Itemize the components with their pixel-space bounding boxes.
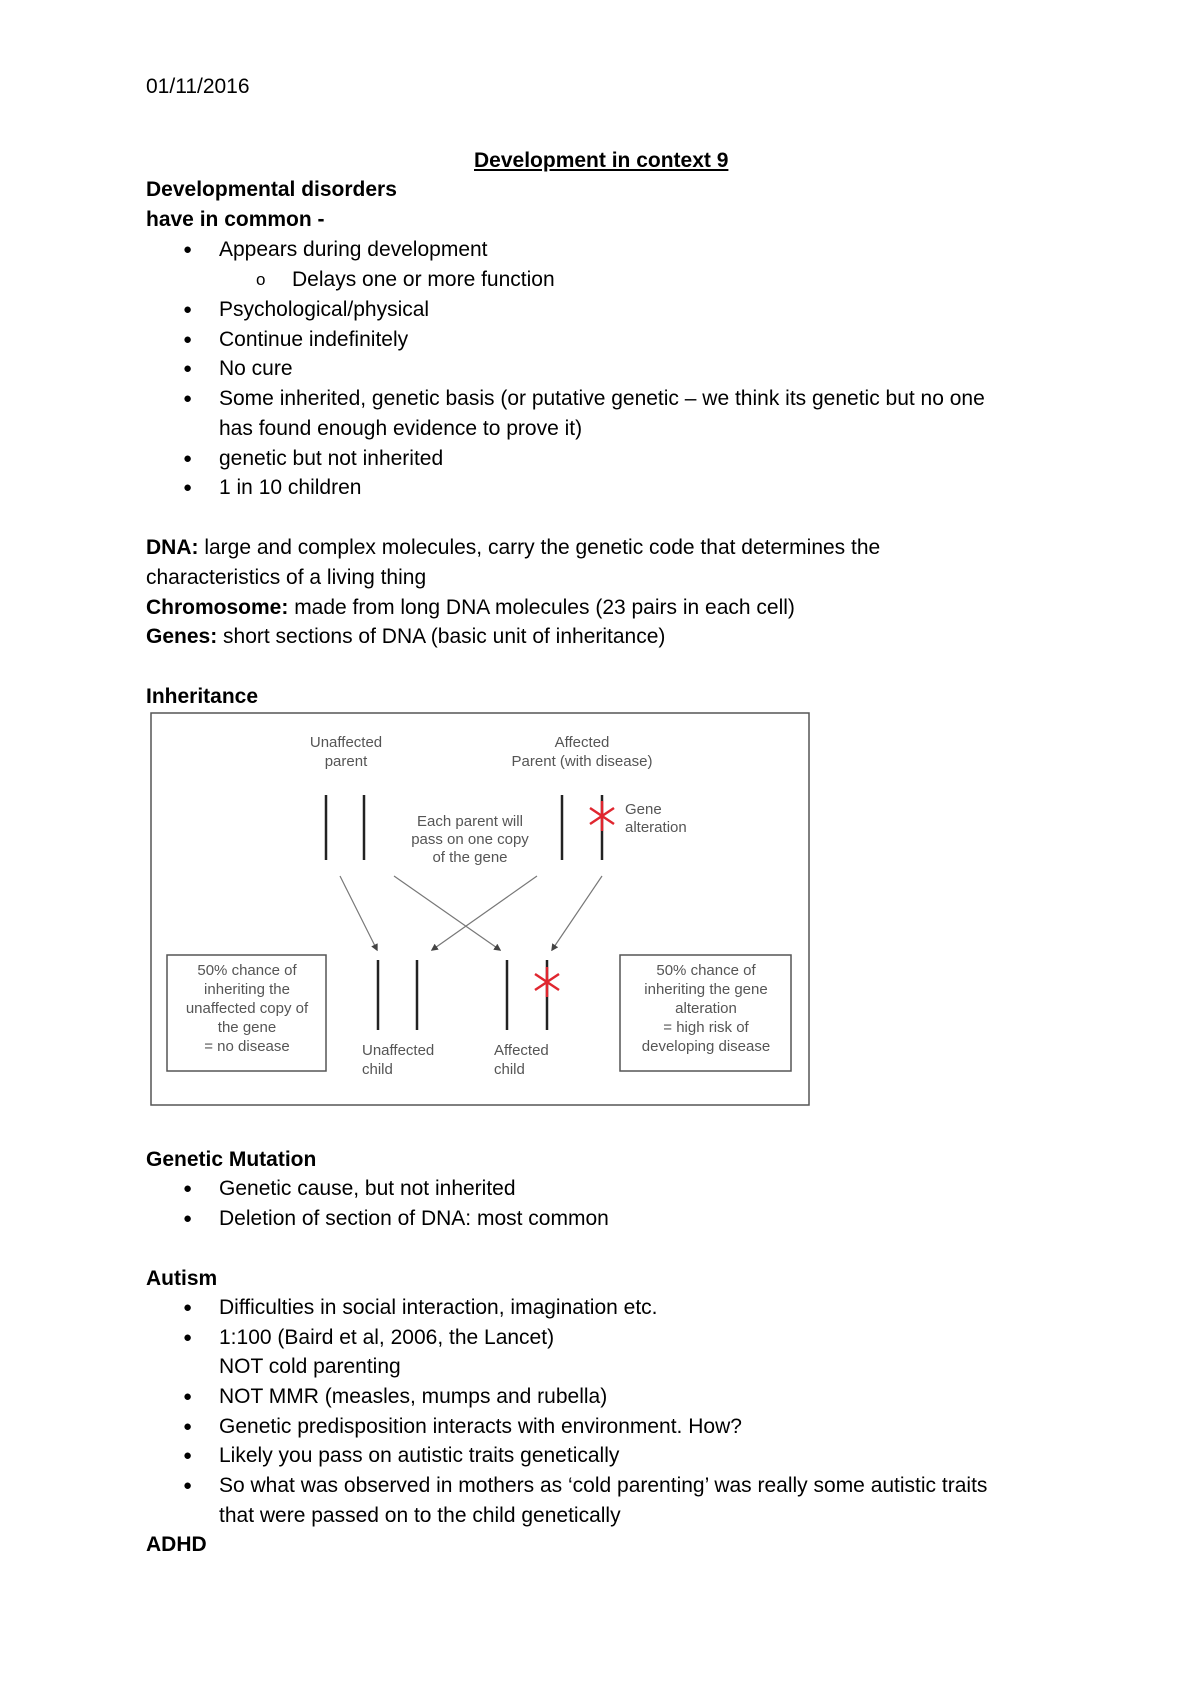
- list-item: So what was observed in mothers as ‘cold parenting’ was really some autistic traits: [219, 1474, 988, 1497]
- list-item: Delays one or more function: [292, 268, 555, 291]
- right-box-text: 50% chance of: [656, 962, 756, 979]
- list-item: Likely you pass on autistic traits genetically: [219, 1444, 620, 1467]
- each-parent-label: pass on one copy: [411, 831, 529, 848]
- list-item: Appears during development: [219, 238, 488, 261]
- bullet-icon: ●: [183, 1180, 193, 1197]
- adhd-heading: ADHD: [146, 1533, 207, 1556]
- autism-heading: Autism: [146, 1267, 218, 1290]
- chromosome-term: Chromosome:: [146, 596, 289, 619]
- mutation-heading: Genetic Mutation: [146, 1148, 317, 1171]
- dna-term: DNA:: [146, 536, 199, 559]
- bullet-icon: ●: [183, 1329, 193, 1346]
- right-box-text: inheriting the gene: [644, 981, 768, 998]
- bullet-icon: ●: [183, 241, 193, 258]
- bullet-icon: ●: [183, 1388, 193, 1405]
- page-title: Development in context 9: [474, 149, 729, 172]
- affected-child-label: child: [494, 1061, 525, 1078]
- developmental-heading: Developmental disorders: [146, 178, 397, 201]
- left-box-text: inheriting the: [204, 981, 290, 998]
- bullet-icon: ●: [183, 1477, 193, 1494]
- each-parent-label: of the gene: [432, 849, 508, 866]
- left-box-text: = no disease: [204, 1038, 290, 1055]
- bullet-icon: ●: [183, 1418, 193, 1435]
- bullet-icon: ●: [183, 360, 193, 377]
- list-item: Deletion of section of DNA: most common: [219, 1207, 609, 1230]
- left-box-text: 50% chance of: [197, 962, 297, 979]
- unaffected-parent-label: Unaffected: [309, 734, 383, 751]
- list-item: NOT MMR (measles, mumps and rubella): [219, 1385, 608, 1408]
- list-item-continuation: NOT cold parenting: [219, 1355, 401, 1378]
- list-item: Difficulties in social interaction, imagination etc.: [219, 1296, 658, 1319]
- gene-alteration-label: Gene: [625, 801, 662, 818]
- list-item-continuation: has found enough evidence to prove it): [219, 417, 583, 440]
- inheritance-heading: Inheritance: [146, 685, 259, 708]
- inheritance-diagram: [150, 712, 810, 1106]
- bullet-icon: ●: [183, 479, 193, 496]
- bullet-icon: ●: [183, 301, 193, 318]
- chromosome-text: made from long DNA molecules (23 pairs in each cell): [288, 596, 795, 619]
- left-box-text: the gene: [217, 1019, 277, 1036]
- dna-text: large and complex molecules, carry the genetic code that determines the: [198, 536, 881, 559]
- list-item: Genetic cause, but not inherited: [219, 1177, 516, 1200]
- affected-parent-label: Parent (with disease): [511, 753, 653, 770]
- genes-text: short sections of DNA (basic unit of inheritance): [217, 625, 666, 648]
- list-item: Genetic predisposition interacts with environment. How?: [219, 1415, 742, 1438]
- list-item: 1 in 10 children: [219, 476, 362, 499]
- chromosome-definition: [146, 595, 795, 621]
- unaffected-child-label: Unaffected: [362, 1042, 435, 1059]
- left-box-text: unaffected copy of: [185, 1000, 309, 1017]
- list-item: Some inherited, genetic basis (or putative genetic – we think its genetic but no one: [219, 387, 985, 410]
- gene-alteration-label: alteration: [625, 819, 687, 836]
- affected-parent-label: Affected: [554, 734, 610, 751]
- date: 01/11/2016: [146, 75, 250, 98]
- affected-child-label: Affected: [494, 1042, 549, 1059]
- right-box-text: developing disease: [641, 1038, 771, 1055]
- bullet-icon: ●: [183, 1210, 193, 1227]
- circle-bullet-icon: o: [256, 270, 266, 289]
- list-item: Psychological/physical: [219, 298, 430, 321]
- dna-definition-continuation: characteristics of a living thing: [146, 566, 427, 589]
- dna-definition: [146, 535, 880, 561]
- bullet-icon: ●: [183, 1447, 193, 1464]
- bullet-icon: ●: [183, 331, 193, 348]
- each-parent-label: Each parent will: [417, 813, 523, 830]
- list-item-continuation: that were passed on to the child genetically: [219, 1504, 621, 1527]
- right-box-text: alteration: [675, 1000, 737, 1017]
- genes-definition: [146, 624, 665, 650]
- bullet-icon: ●: [183, 450, 193, 467]
- unaffected-child-label: child: [362, 1061, 393, 1078]
- right-box-text: = high risk of: [663, 1019, 749, 1036]
- unaffected-parent-label: parent: [324, 753, 368, 770]
- bullet-icon: ●: [183, 1299, 193, 1316]
- list-item: 1:100 (Baird et al, 2006, the Lancet): [219, 1326, 555, 1349]
- developmental-subheading: have in common -: [146, 208, 325, 231]
- genes-term: Genes:: [146, 625, 218, 648]
- bullet-icon: ●: [183, 390, 193, 407]
- list-item: No cure: [219, 357, 293, 380]
- list-item: Continue indefinitely: [219, 328, 409, 351]
- list-item: genetic but not inherited: [219, 447, 444, 470]
